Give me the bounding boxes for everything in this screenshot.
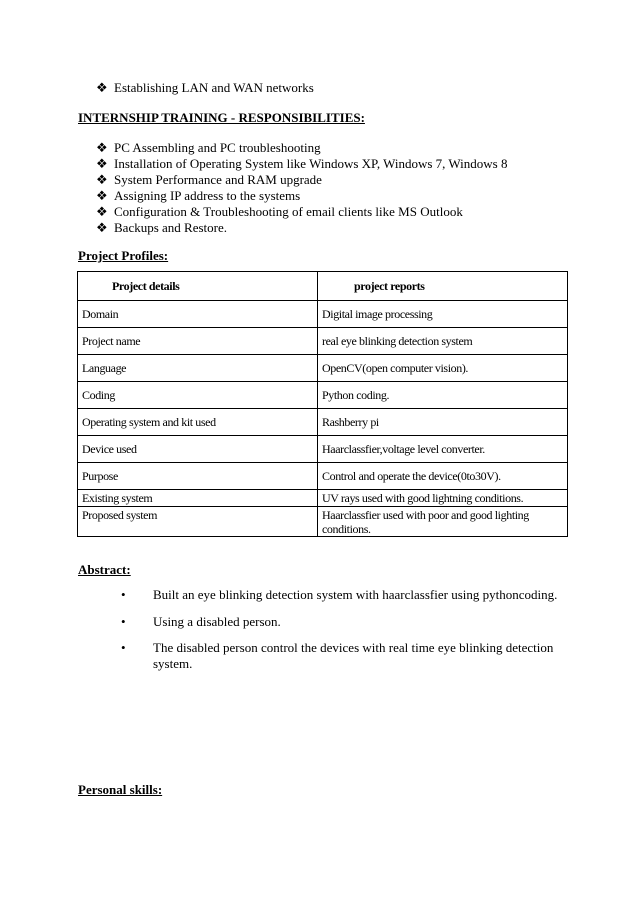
list-item: ❖ Backups and Restore. — [96, 220, 228, 235]
table-cell: Digital image processing — [318, 301, 568, 328]
table-row — [78, 436, 568, 463]
table-header-cell: Project details — [78, 272, 318, 301]
table-cell: Coding — [78, 382, 318, 409]
abstract-heading: Abstract: — [78, 562, 131, 577]
table-cell: Haarclassfier,voltage level converter. — [318, 436, 568, 463]
table-cell: Project name — [78, 328, 318, 355]
diamond-bullet-icon: ❖ — [96, 140, 108, 155]
table-cell: Existing system — [78, 490, 318, 507]
table-cell: Device used — [78, 436, 318, 463]
diamond-bullet-icon: ❖ — [96, 220, 108, 235]
table-row — [78, 463, 568, 490]
diamond-bullet-icon: ❖ — [96, 204, 108, 219]
personal-skills-heading: Personal skills: — [78, 782, 163, 797]
table-cell: Control and operate the device(0to30V). — [318, 463, 568, 490]
table-row — [78, 382, 568, 409]
table-cell: Domain — [78, 301, 318, 328]
list-item: ❖ Installation of Operating System like Windows XP, Windows 7, Windows 8 — [96, 156, 508, 171]
table-header-row — [78, 272, 568, 301]
table-row — [78, 301, 568, 328]
table-row — [78, 507, 568, 537]
bullet-icon: • — [121, 640, 126, 655]
table-cell: Haarclassfier used with poor and good lighting conditions. — [318, 507, 568, 537]
table-row — [78, 328, 568, 355]
table-header-cell: project reports — [318, 272, 568, 301]
diamond-bullet-icon: ❖ — [96, 188, 108, 203]
diamond-bullet-icon: ❖ — [96, 80, 108, 95]
list-item: ❖ PC Assembling and PC troubleshooting — [96, 140, 321, 155]
table-cell: Rashberry pi — [318, 409, 568, 436]
diamond-bullet-icon: ❖ — [96, 156, 108, 171]
table-cell: real eye blinking detection system — [318, 328, 568, 355]
table-cell: UV rays used with good lightning conditions. — [318, 490, 568, 507]
table-cell: Python coding. — [318, 382, 568, 409]
table-cell: Proposed system — [78, 507, 318, 537]
list-item: ❖ Assigning IP address to the systems — [96, 188, 301, 203]
table-cell: Purpose — [78, 463, 318, 490]
bullet-icon: • — [121, 587, 126, 602]
bullet-icon: • — [121, 614, 126, 629]
table-row — [78, 490, 568, 507]
internship-heading: INTERNSHIP TRAINING - RESPONSIBILITIES: — [78, 110, 365, 125]
list-item: ❖ Configuration & Troubleshooting of email clients like MS Outlook — [96, 204, 463, 219]
project-table — [77, 271, 568, 537]
table-row — [78, 355, 568, 382]
table-cell: Operating system and kit used — [78, 409, 318, 436]
list-item: ❖ System Performance and RAM upgrade — [96, 172, 322, 187]
diamond-bullet-icon: ❖ — [96, 172, 108, 187]
table-cell: OpenCV(open computer vision). — [318, 355, 568, 382]
project-profiles-heading: Project Profiles: — [78, 248, 169, 263]
list-item: ❖ Establishing LAN and WAN networks — [96, 80, 314, 95]
table-cell: Language — [78, 355, 318, 382]
table-row — [78, 409, 568, 436]
